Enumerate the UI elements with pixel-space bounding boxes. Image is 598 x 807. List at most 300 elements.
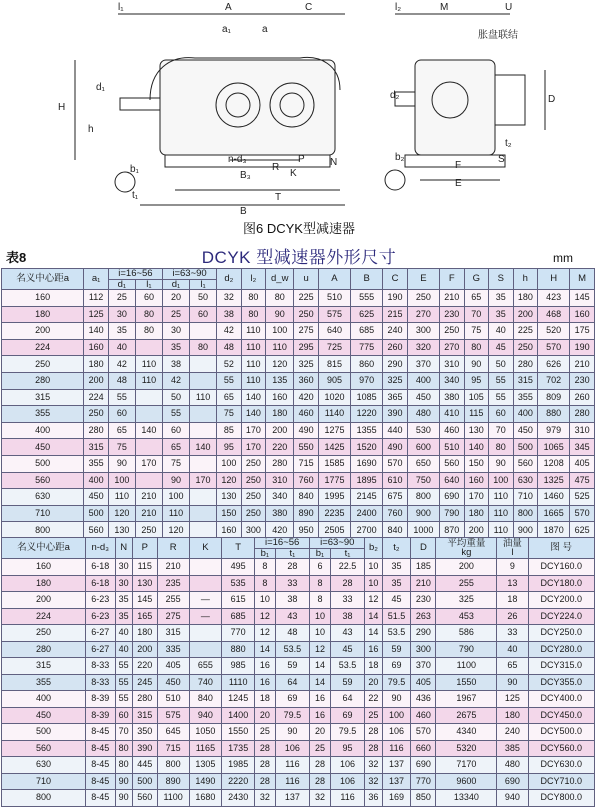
table-row (2, 790, 595, 807)
table-row (2, 773, 595, 790)
table-cell: 75 (464, 323, 489, 340)
table-cell: 530 (407, 422, 439, 439)
table-cell: 14 (310, 674, 331, 691)
table-cell: 190 (570, 339, 595, 356)
table-cell: 685 (351, 323, 383, 340)
table-cell (190, 406, 217, 423)
table-cell: 560 (2, 472, 84, 489)
table-cell: 90 (382, 691, 411, 708)
table-cell: 16 (365, 641, 382, 658)
table-cell: 790 (436, 641, 497, 658)
table-cell: 940 (189, 707, 222, 724)
table-cell: 970 (351, 372, 383, 389)
table-cell: 8-39 (85, 707, 115, 724)
table-cell: 660 (411, 740, 436, 757)
table-cell: 145 (132, 592, 157, 609)
col2-t2: t₂ (382, 538, 411, 559)
table-cell: 450 (157, 674, 189, 691)
table-cell: 1400 (222, 707, 255, 724)
table-cell: 55 (162, 406, 189, 423)
table-cell: 12 (255, 625, 276, 642)
table-cell: 310 (570, 422, 595, 439)
table-cell: 235 (157, 575, 189, 592)
table-cell: 690 (411, 757, 436, 774)
table-cell: 180 (2, 575, 86, 592)
table-cell: 240 (383, 323, 408, 340)
table-cell: 137 (275, 790, 310, 807)
table-cell: 33 (330, 592, 365, 609)
table-cell: 224 (84, 389, 109, 406)
table-cell: 710 (2, 773, 86, 790)
table-cell: 325 (294, 356, 319, 373)
table-cell: 280 (570, 406, 595, 423)
table-cell: 140 (241, 406, 266, 423)
table-cell: 450 (513, 422, 538, 439)
side-housing (415, 60, 495, 155)
table-cell: 230 (411, 592, 436, 609)
table-cell (190, 323, 217, 340)
table-row (2, 439, 595, 456)
table-cell: 79.5 (275, 707, 310, 724)
table-cell: DCY630.0 (528, 757, 595, 774)
table-cell: DCY710.0 (528, 773, 595, 790)
table-cell: 25 (108, 290, 135, 307)
table-row (2, 389, 595, 406)
table-cell: 8 (255, 575, 276, 592)
table-cell: 28 (365, 724, 382, 741)
table-cell: 1460 (538, 489, 570, 506)
table-cell: 300 (407, 323, 439, 340)
table-cell: 69 (382, 658, 411, 675)
table-cell: 100 (217, 455, 242, 472)
table-cell: 8-33 (85, 674, 115, 691)
table-cell: 770 (222, 625, 255, 642)
table-cell: 345 (570, 439, 595, 456)
table-cell: 2400 (351, 505, 383, 522)
table-cell: 655 (189, 658, 222, 675)
table-cell: 880 (538, 406, 570, 423)
table-cell: 8-33 (85, 658, 115, 675)
table-cell: 53.5 (382, 625, 411, 642)
table-cell: 630 (513, 472, 538, 489)
table-cell: 28 (330, 575, 365, 592)
table-cell: 355 (2, 406, 84, 423)
table-cell: 900 (407, 505, 439, 522)
table-row (2, 559, 595, 576)
dimensions-table-body (2, 290, 595, 539)
table-cell: 586 (436, 625, 497, 642)
table-cell: 715 (157, 740, 189, 757)
table-cell: 6-23 (85, 608, 115, 625)
table-cell: 25 (365, 707, 382, 724)
table-cell: 315 (157, 625, 189, 642)
table-title: DCYK 型减速器外形尺寸 (201, 248, 397, 267)
table-cell: 725 (318, 339, 350, 356)
table-cell: 423 (538, 290, 570, 307)
table-cell: 520 (538, 323, 570, 340)
table-cell: 28 (255, 757, 276, 774)
col2-name: 名义中心距a (2, 538, 86, 559)
table-cell: 70 (464, 306, 489, 323)
table-cell: 1110 (222, 674, 255, 691)
table-cell: 325 (383, 372, 408, 389)
col-S: S (489, 269, 514, 290)
table-cell: 225 (513, 323, 538, 340)
table-cell: 850 (411, 790, 436, 807)
table-cell: 110 (241, 356, 266, 373)
drawing-label: E (455, 178, 462, 189)
table-cell: 210 (135, 489, 162, 506)
table-cell: 120 (217, 472, 242, 489)
table-cell: 35 (108, 323, 135, 340)
front-housing (160, 60, 335, 155)
table-cell (190, 489, 217, 506)
table-cell: 170 (241, 422, 266, 439)
table-cell: 355 (2, 674, 86, 691)
input-shaft-stub (120, 98, 160, 110)
table-cell: 32 (365, 757, 382, 774)
col-M: M (570, 269, 595, 290)
table-cell: 450 (2, 439, 84, 456)
col2-K: K (189, 538, 222, 559)
table-cell: 59 (382, 641, 411, 658)
table-cell: 80 (464, 339, 489, 356)
table-cell: 2505 (318, 522, 350, 539)
table-cell: 985 (222, 658, 255, 675)
table-cell: 535 (222, 575, 255, 592)
table-cell: 630 (2, 757, 86, 774)
drawing-label: B₃ (240, 170, 251, 181)
table-cell: 250 (407, 290, 439, 307)
table-cell: 14 (365, 625, 382, 642)
table-cell: 35 (382, 559, 411, 576)
dimensions-table (1, 268, 595, 539)
col-u: u (294, 269, 319, 290)
table-cell: 115 (464, 406, 489, 423)
col-h: h (513, 269, 538, 290)
col2-D: D (411, 538, 436, 559)
table-cell: 840 (383, 522, 408, 539)
front-base (165, 155, 330, 167)
table-cell: DCY160.0 (528, 559, 595, 576)
table-cell: 890 (157, 773, 189, 790)
table-cell: 550 (294, 439, 319, 456)
table-cell: 18 (497, 592, 528, 609)
table-cell: 130 (132, 575, 157, 592)
table-cell: 169 (382, 790, 411, 807)
table-cell: 400 (2, 691, 86, 708)
table-row (2, 608, 595, 625)
table-cell: 42 (108, 356, 135, 373)
table-cell: 55 (108, 389, 135, 406)
table-cell: 500 (84, 505, 109, 522)
table-cell: 250 (513, 339, 538, 356)
table-cell (135, 389, 162, 406)
table-cell: 440 (383, 422, 408, 439)
table-cell: 570 (538, 339, 570, 356)
table-cell: 42 (217, 323, 242, 340)
table-cell: 6-27 (85, 641, 115, 658)
drawing-label: C (305, 2, 313, 13)
table-row (2, 641, 595, 658)
table-cell: 25 (310, 740, 331, 757)
table-cell: 35 (115, 592, 132, 609)
col-C: C (383, 269, 408, 290)
table-cell: 140 (241, 389, 266, 406)
table-cell (189, 559, 222, 576)
table-cell: 137 (382, 773, 411, 790)
table-cell: 800 (513, 505, 538, 522)
table-cell: 280 (513, 356, 538, 373)
table-cell: 315 (84, 439, 109, 456)
drawing-label: l₁ (118, 2, 124, 13)
table-cell: 55 (489, 372, 514, 389)
col2-b2: b₂ (365, 538, 382, 559)
table-cell: 55 (217, 372, 242, 389)
table-cell: 16 (255, 674, 276, 691)
table-cell: 60 (115, 707, 132, 724)
table-row (2, 339, 595, 356)
table-cell: 28 (365, 740, 382, 757)
table-cell: 10 (310, 608, 331, 625)
table-cell: 40 (497, 641, 528, 658)
table-cell: 16 (310, 707, 331, 724)
table-cell: 60 (489, 406, 514, 423)
reducer-drawing (0, 0, 598, 218)
drawing-label: H (58, 102, 66, 113)
table-cell: 180 (513, 290, 538, 307)
table-cell: 170 (135, 455, 162, 472)
table-cell: 1870 (538, 522, 570, 539)
table-cell: 120 (108, 505, 135, 522)
table-cell: 165 (132, 608, 157, 625)
table-cell: 95 (464, 372, 489, 389)
table-cell: 979 (538, 422, 570, 439)
table-row (2, 757, 595, 774)
drawing-label: N (330, 157, 338, 168)
table-cell: 950 (294, 522, 319, 539)
table-cell: 25 (255, 724, 276, 741)
table-row (2, 406, 595, 423)
table-cell (189, 641, 222, 658)
table-cell: 410 (439, 406, 464, 423)
table-row (2, 575, 595, 592)
table-cell: 260 (570, 389, 595, 406)
table-cell: 8 (310, 575, 331, 592)
table-cell: 560 (2, 740, 86, 757)
table-cell: 160 (2, 559, 86, 576)
table-cell: 180 (2, 306, 84, 323)
table-cell: 43 (330, 625, 365, 642)
table-cell: 110 (190, 389, 217, 406)
table-cell: 280 (132, 691, 157, 708)
table-cell: 140 (84, 323, 109, 340)
table-cell: 775 (351, 339, 383, 356)
drawing-label: P (298, 154, 305, 165)
table-cell: 75 (162, 455, 189, 472)
table-cell (190, 356, 217, 373)
table-cell: 160 (217, 522, 242, 539)
table-cell: 65 (464, 290, 489, 307)
table-cell: 710 (2, 505, 84, 522)
keyway-detail-side (385, 170, 405, 190)
table-cell: 16 (310, 691, 331, 708)
table-cell: 1000 (407, 522, 439, 539)
drawing-area (0, 0, 598, 218)
table-cell: 1550 (436, 674, 497, 691)
table-cell: 6 (310, 559, 331, 576)
drawing-label: l₂ (395, 2, 402, 13)
table-row (2, 740, 595, 757)
table-cell: 940 (497, 790, 528, 807)
drawing-label: A (225, 2, 232, 13)
table-cell: 130 (217, 489, 242, 506)
table-row (2, 323, 595, 340)
table-cell: 8 (255, 559, 276, 576)
table-cell: 170 (241, 439, 266, 456)
table-cell: 1220 (351, 406, 383, 423)
table-cell: 75 (108, 439, 135, 456)
table-cell: 116 (382, 740, 411, 757)
table-cell: 290 (383, 356, 408, 373)
table-cell: 800 (407, 489, 439, 506)
table-cell: 106 (330, 773, 365, 790)
table-cell: 335 (157, 641, 189, 658)
table-cell: 90 (266, 306, 294, 323)
table-cell: 90 (108, 455, 135, 472)
table-row (2, 592, 595, 609)
table-cell: 445 (132, 757, 157, 774)
table-cell: 36 (365, 790, 382, 807)
table-cell: 355 (513, 389, 538, 406)
table-cell: 210 (157, 559, 189, 576)
table-cell: 300 (241, 522, 266, 539)
table-cell: 2700 (351, 522, 383, 539)
table-row (2, 422, 595, 439)
table-cell: 1020 (318, 389, 350, 406)
table-cell: 30 (162, 323, 189, 340)
table-cell: 2220 (222, 773, 255, 790)
table-cell: DCY250.0 (528, 625, 595, 642)
table-cell: 32 (365, 773, 382, 790)
col-A: A (318, 269, 350, 290)
table-cell: 275 (157, 608, 189, 625)
table-cell: 750 (407, 472, 439, 489)
table-cell: DCY315.0 (528, 658, 595, 675)
table-cell: 210 (411, 575, 436, 592)
weight-label-bottom: kg (461, 547, 472, 558)
table-cell: 1275 (318, 422, 350, 439)
table-cell: 702 (538, 372, 570, 389)
drawing-label: h (88, 124, 94, 135)
table-cell: 1208 (538, 455, 570, 472)
table-cell: DCY355.0 (528, 674, 595, 691)
table-cell: 35 (115, 608, 132, 625)
table-cell: 380 (439, 389, 464, 406)
table-cell: 140 (464, 439, 489, 456)
table-cell: 13 (497, 575, 528, 592)
table-cell: DCY560.0 (528, 740, 595, 757)
col2-range2: i=63~90 (310, 538, 365, 549)
table-cell: 43 (275, 608, 310, 625)
table-cell: 79.5 (330, 724, 365, 741)
table-cell: 70 (115, 724, 132, 741)
table-cell: 22 (365, 691, 382, 708)
table-cell: 14 (365, 608, 382, 625)
table-cell: DCY450.0 (528, 707, 595, 724)
table-cell: 140 (190, 439, 217, 456)
table-cell: 760 (383, 505, 408, 522)
table-cell: 80 (266, 290, 294, 307)
table-cell: 112 (84, 290, 109, 307)
table-cell: 90 (275, 724, 310, 741)
table-cell: 65 (497, 658, 528, 675)
table-cell: 626 (538, 356, 570, 373)
table-cell: 185 (411, 559, 436, 576)
table-cell: 640 (318, 323, 350, 340)
col-l2: l₂ (241, 269, 266, 290)
table-cell: 30 (115, 559, 132, 576)
table-cell: — (189, 592, 222, 609)
table-cell: 105 (464, 389, 489, 406)
table-cell: 340 (266, 489, 294, 506)
drawing-label: b₁ (130, 164, 139, 175)
col2-b1-a: b₁ (255, 548, 276, 559)
table-cell: 710 (513, 489, 538, 506)
table-cell: 60 (190, 306, 217, 323)
table-cell: 220 (266, 439, 294, 456)
table-cell: 4340 (436, 724, 497, 741)
table-cell: 160 (570, 306, 595, 323)
table-row (2, 489, 595, 506)
table-cell: 200 (84, 372, 109, 389)
table-cell: 150 (217, 505, 242, 522)
table-cell: 645 (157, 724, 189, 741)
table-cell: 560 (439, 455, 464, 472)
col-l1-a: l₁ (135, 279, 162, 290)
table-cell (135, 472, 162, 489)
table-cell: 10 (255, 592, 276, 609)
drawing-label: S (498, 154, 505, 165)
table-row (2, 707, 595, 724)
col2-P: P (132, 538, 157, 559)
table-cell: 570 (570, 505, 595, 522)
table-cell: 500 (2, 455, 84, 472)
table-cell: — (189, 608, 222, 625)
table-cell: 390 (383, 406, 408, 423)
table-cell: 64 (275, 674, 310, 691)
table-cell: 370 (411, 658, 436, 675)
table-cell: 18 (255, 691, 276, 708)
table-cell: 1490 (189, 773, 222, 790)
table-cell: 230 (439, 306, 464, 323)
table-cell: 60 (108, 406, 135, 423)
table-cell: 38 (217, 306, 242, 323)
shrink-disc (495, 75, 525, 125)
table-cell: 215 (383, 306, 408, 323)
table-cell: 75 (217, 406, 242, 423)
table-cell: DCY280.0 (528, 641, 595, 658)
table-cell: 490 (294, 422, 319, 439)
table-cell: 1585 (318, 455, 350, 472)
table-cell: 2145 (351, 489, 383, 506)
table-cell: 1085 (351, 389, 383, 406)
table-cell: 100 (266, 323, 294, 340)
table-cell: 350 (132, 724, 157, 741)
table-cell: 106 (382, 724, 411, 741)
table-cell: 1985 (222, 757, 255, 774)
table-cell: 90 (115, 773, 132, 790)
